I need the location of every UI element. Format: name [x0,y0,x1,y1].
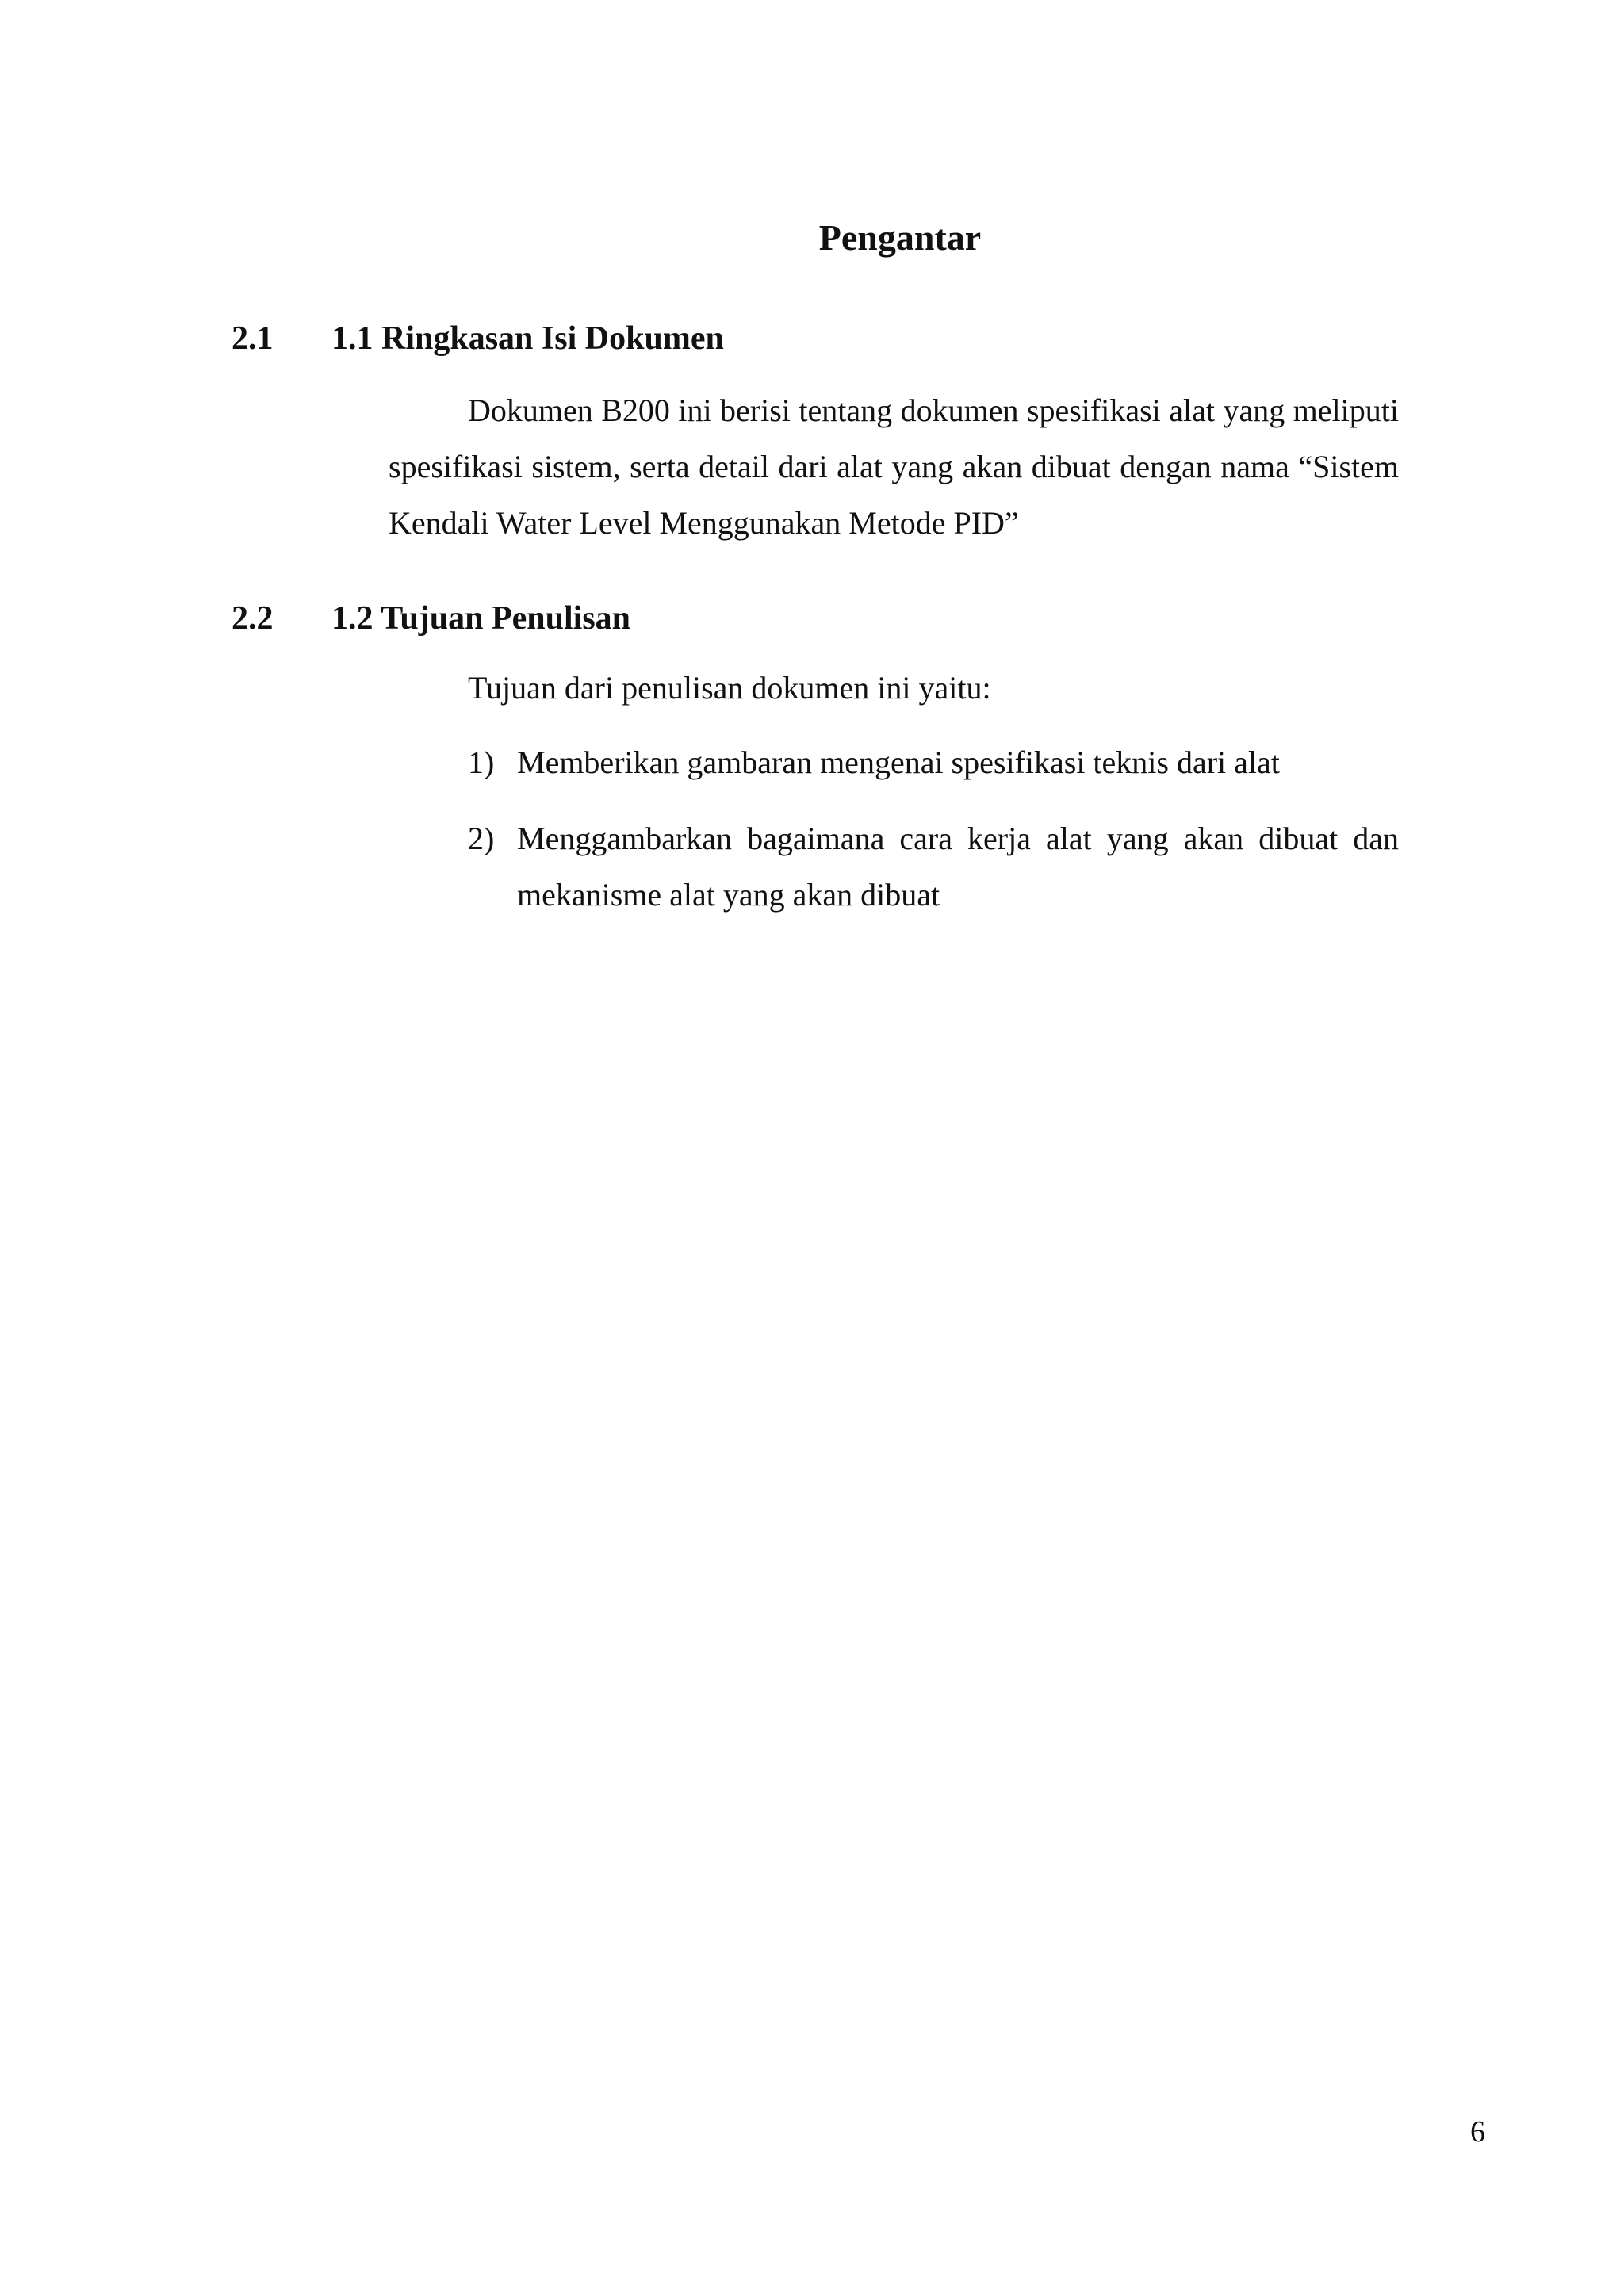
numbered-list [468,810,1399,923]
section-title: 1.1 Ringkasan Isi Dokumen [331,320,724,357]
section-title: 1.2 Tujuan Penulisan [331,600,631,637]
list-marker: 2) [468,821,495,856]
section-heading-ringkasan [232,316,724,361]
section-number: 2.1 [232,320,274,357]
section-paragraph: Dokumen B200 ini berisi tentang dokumen spesifikasi alat yang meliputi spesifikasi sistem, serta detail dari alat yang akan dibuat dengan nama “Sistem Kendali Water Level Menggunakan Metode PID” [389,392,1399,541]
list-item-text: Menggambarkan bagaimana cara kerja alat yang akan dibuat dan mekanisme alat yang akan dibuat [517,821,1399,913]
list-item [468,810,1399,923]
page-number: 6 [1470,2115,1485,2149]
list-item [468,734,1399,790]
section-number: 2.2 [232,600,274,637]
list-marker: 1) [468,744,495,780]
numbered-list [468,734,1399,790]
section-heading-tujuan [232,596,630,641]
page-title: Pengantar [818,217,982,258]
section-intro: Tujuan dari penulisan dokumen ini yaitu: [468,670,991,706]
list-item-text: Memberikan gambaran mengenai spesifikasi teknis dari alat [517,744,1280,780]
